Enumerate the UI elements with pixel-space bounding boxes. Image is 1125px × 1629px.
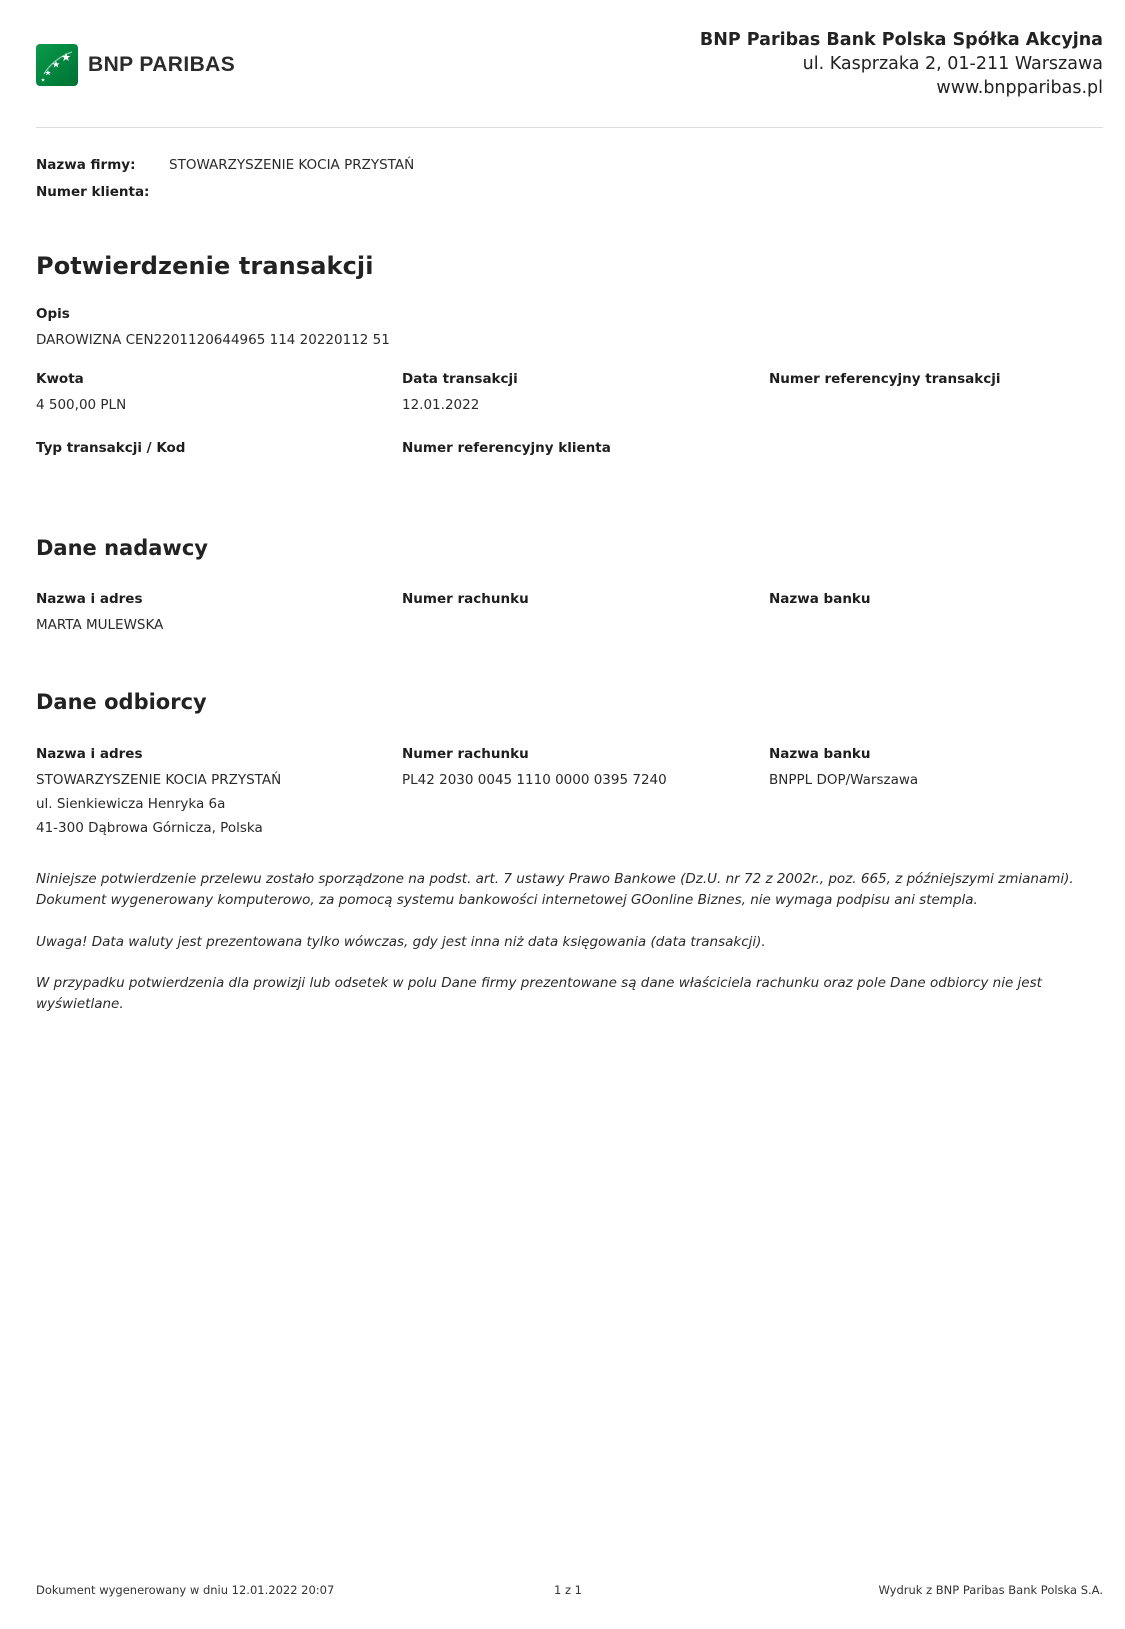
bank-info <box>700 28 1103 100</box>
sender-name-label: Nazwa i adres <box>36 591 143 607</box>
legal-note-line-2: Dokument wygenerowany komputerowo, za pomocą systemu bankowości internetowej GOonline Biznes, nie wymaga podpisu ani stempla. <box>36 892 978 908</box>
page-title: Potwierdzenie transakcji <box>36 252 374 280</box>
transaction-reference-label: Numer referencyjny transakcji <box>769 371 1001 387</box>
footer-generated: Dokument wygenerowany w dniu 12.01.2022 20:07 <box>36 1583 335 1597</box>
bnp-stars-icon <box>36 44 78 86</box>
footer-page-number: 1 z 1 <box>554 1583 582 1597</box>
sender-account-label: Numer rachunku <box>402 591 529 607</box>
recipient-section-title: Dane odbiorcy <box>36 690 207 714</box>
recipient-bank-value: BNPPL DOP/Warszawa <box>769 772 919 788</box>
sender-bank-label: Nazwa banku <box>769 591 871 607</box>
amount-value: 4 500,00 PLN <box>36 397 127 413</box>
client-number-row <box>36 184 169 200</box>
date-label: Data transakcji <box>402 371 518 387</box>
description-value: DAROWIZNA CEN2201120644965 114 20220112 51 <box>36 332 390 348</box>
recipient-account-label: Numer rachunku <box>402 746 529 762</box>
value-date-warning: Uwaga! Data waluty jest prezentowana tylko wówczas, gdy jest inna niż data księgowania (data transakcji). <box>36 934 766 950</box>
recipient-name-label: Nazwa i adres <box>36 746 143 762</box>
recipient-bank-label: Nazwa banku <box>769 746 871 762</box>
amount-label: Kwota <box>36 371 84 387</box>
bank-address: ul. Kasprzaka 2, 01-211 Warszawa <box>802 54 1103 74</box>
date-value: 12.01.2022 <box>402 397 480 413</box>
client-reference-label: Numer referencyjny klienta <box>402 440 611 456</box>
header-divider <box>36 127 1103 128</box>
bank-logo <box>36 44 235 86</box>
footer-printout: Wydruk z BNP Paribas Bank Polska S.A. <box>878 1583 1103 1597</box>
company-row <box>36 157 414 173</box>
recipient-account-value: PL42 2030 0045 1110 0000 0395 7240 <box>402 772 667 788</box>
bank-website: www.bnpparibas.pl <box>936 78 1103 98</box>
client-number-label: Numer klienta: <box>36 184 150 200</box>
company-label: Nazwa firmy: <box>36 157 136 173</box>
sender-name-value: MARTA MULEWSKA <box>36 617 164 633</box>
sender-section-title: Dane nadawcy <box>36 536 208 560</box>
recipient-address <box>36 768 281 840</box>
recipient-address-line: 41-300 Dąbrowa Górnicza, Polska <box>36 820 263 836</box>
legal-note <box>36 869 1096 911</box>
transaction-type-label: Typ transakcji / Kod <box>36 440 186 456</box>
commission-note: W przypadku potwierdzenia dla prowizji lub odsetek w polu Dane firmy prezentowane są dane właściciela rachunku oraz pole Dane odbiorcy nie jest wyświetlane. <box>36 975 1042 1012</box>
company-value: STOWARZYSZENIE KOCIA PRZYSTAŃ <box>169 157 415 173</box>
recipient-address-line: ul. Sienkiewicza Henryka 6a <box>36 796 226 812</box>
description-label: Opis <box>36 306 70 322</box>
bank-name: BNP Paribas Bank Polska Spółka Akcyjna <box>699 30 1103 50</box>
logo-wordmark: BNP PARIBAS <box>88 53 236 76</box>
legal-note-line-1: Niniejsze potwierdzenie przelewu zostało sporządzone na podst. art. 7 ustawy Prawo Bankowe (Dz.U. nr 72 z 2002r., poz. 665, z późniejszymi zmianami). <box>36 871 1074 887</box>
recipient-address-line: STOWARZYSZENIE KOCIA PRZYSTAŃ <box>36 772 282 788</box>
